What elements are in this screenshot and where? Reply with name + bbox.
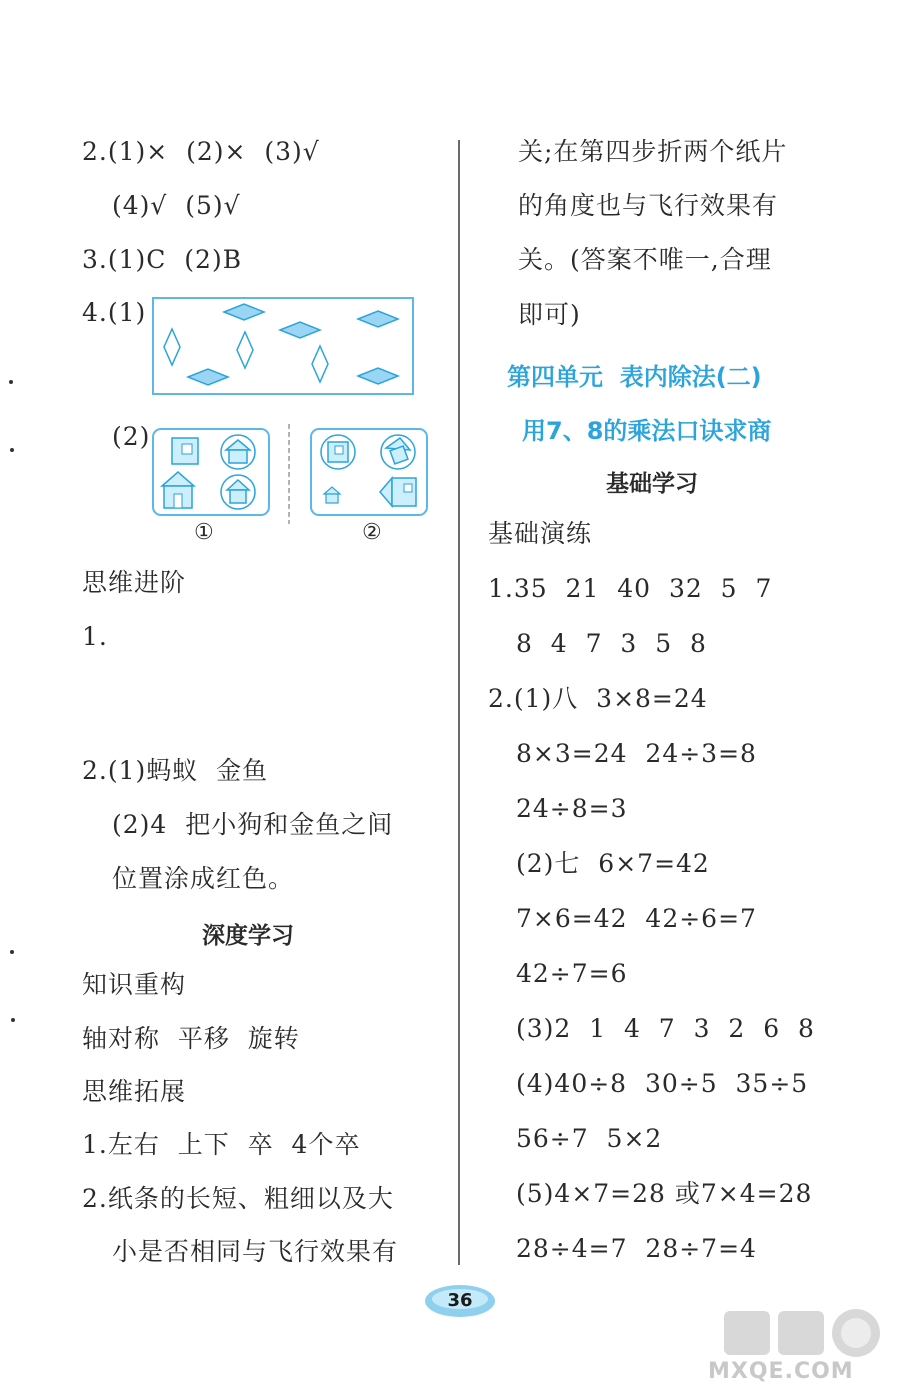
rhombus-figure xyxy=(152,297,414,395)
section-yanlian: 基础演练 xyxy=(488,519,593,548)
yanlian-q2-line10: (5)4×7=28 或7×4=28 xyxy=(516,1179,813,1208)
watermark-site: MXQE.COM xyxy=(708,1359,854,1384)
margin-dot xyxy=(10,448,14,452)
column-divider xyxy=(458,140,460,1265)
section-siwei: 思维进阶 xyxy=(82,568,187,597)
siwei-q2-line3: 位置涂成红色。 xyxy=(112,864,295,893)
house-door xyxy=(182,444,192,454)
rhombus-horizontal xyxy=(224,304,264,320)
watermark-logo xyxy=(720,1305,900,1360)
yanlian-q1-line1: 1.35 21 40 32 5 7 xyxy=(488,574,773,603)
page-number: 36 xyxy=(447,1290,473,1311)
heading-shendu: 深度学习 xyxy=(202,923,294,949)
section-tuozhan: 思维拓展 xyxy=(82,1077,187,1106)
margin-dot xyxy=(9,380,13,384)
yanlian-q2-line11: 28÷4=7 28÷7=4 xyxy=(516,1234,757,1263)
heading-jichu: 基础学习 xyxy=(606,471,698,497)
continued-line4: 即可) xyxy=(518,300,581,329)
house-body xyxy=(230,490,246,503)
lesson-title: 用7、8的乘法口诀求商 xyxy=(522,417,772,445)
figure-label-2: ② xyxy=(362,520,383,545)
yanlian-q1-line2: 8 4 7 3 5 8 xyxy=(516,629,707,658)
rhombus-horizontal xyxy=(358,311,398,327)
house-figure-1 xyxy=(152,428,270,516)
continued-line3: 关。(答案不唯一,合理 xyxy=(518,245,772,274)
yanlian-q2-line5: 7×6=42 42÷6=7 xyxy=(516,904,757,933)
house-roof-small xyxy=(324,487,340,494)
page-number-badge xyxy=(424,1284,496,1318)
siwei-q2-line2: (2)4 把小狗和金鱼之间 xyxy=(112,810,394,839)
answer-q2-line2: (4)√ (5)√ xyxy=(112,191,241,220)
tuozhan-q2-line2: 小是否相同与飞行效果有 xyxy=(112,1237,399,1266)
answer-q2-line1: 2.(1)× (2)× (3)√ xyxy=(82,137,320,166)
continued-line1: 关;在第四步折两个纸片 xyxy=(518,137,788,166)
tuozhan-q1: 1.左右 上下 卒 4个卒 xyxy=(82,1130,361,1159)
siwei-q2-line1: 2.(1)蚂蚁 金鱼 xyxy=(82,756,269,785)
house-body xyxy=(229,450,247,463)
yanlian-q2-line8: (4)40÷8 30÷5 35÷5 xyxy=(516,1069,809,1098)
answer-q3: 3.(1)C (2)B xyxy=(82,245,243,274)
watermark xyxy=(700,1305,900,1390)
rhombus-horizontal xyxy=(358,368,398,384)
yanlian-q2-line7: (3)2 1 4 7 3 2 6 8 xyxy=(516,1014,815,1043)
house-roof xyxy=(162,472,194,486)
answer-q4-sub2: (2) xyxy=(112,422,151,451)
tuozhan-q2-line1: 2.纸条的长短、粗细以及大 xyxy=(82,1184,394,1213)
rhombus-vertical xyxy=(312,346,328,382)
rhombus-horizontal xyxy=(280,322,320,338)
continued-line2: 的角度也与飞行效果有 xyxy=(518,191,779,220)
yanlian-q2-line6: 42÷7=6 xyxy=(516,959,628,988)
zhishi-answer: 轴对称 平移 旋转 xyxy=(82,1024,300,1053)
house-roof-sideways xyxy=(380,478,392,506)
section-zhishi: 知识重构 xyxy=(82,970,187,999)
house-figure-2 xyxy=(310,428,428,516)
yanlian-q2-line2: 8×3=24 24÷3=8 xyxy=(516,739,757,768)
unit-title: 第四单元 表内除法(二) xyxy=(507,363,762,391)
yanlian-q2-line1: 2.(1)八 3×8=24 xyxy=(488,684,708,713)
margin-dot xyxy=(10,950,14,954)
answer-q4-label: 4.(1) xyxy=(82,298,147,327)
figure-separator xyxy=(287,424,291,524)
rhombus-horizontal xyxy=(188,369,228,385)
siwei-q1: 1. xyxy=(82,622,108,651)
figure-label-1: ① xyxy=(194,520,215,545)
yanlian-q2-line4: (2)七 6×7=42 xyxy=(516,849,710,878)
yanlian-q2-line9: 56÷7 5×2 xyxy=(516,1124,663,1153)
house-door xyxy=(404,484,412,492)
margin-dot xyxy=(11,1018,15,1022)
house-door xyxy=(174,494,182,508)
house-body-small xyxy=(326,494,338,503)
yanlian-q2-line3: 24÷8=3 xyxy=(516,794,628,823)
rhombus-vertical xyxy=(237,332,253,368)
house-door xyxy=(335,446,343,454)
rhombus-vertical xyxy=(164,329,180,365)
